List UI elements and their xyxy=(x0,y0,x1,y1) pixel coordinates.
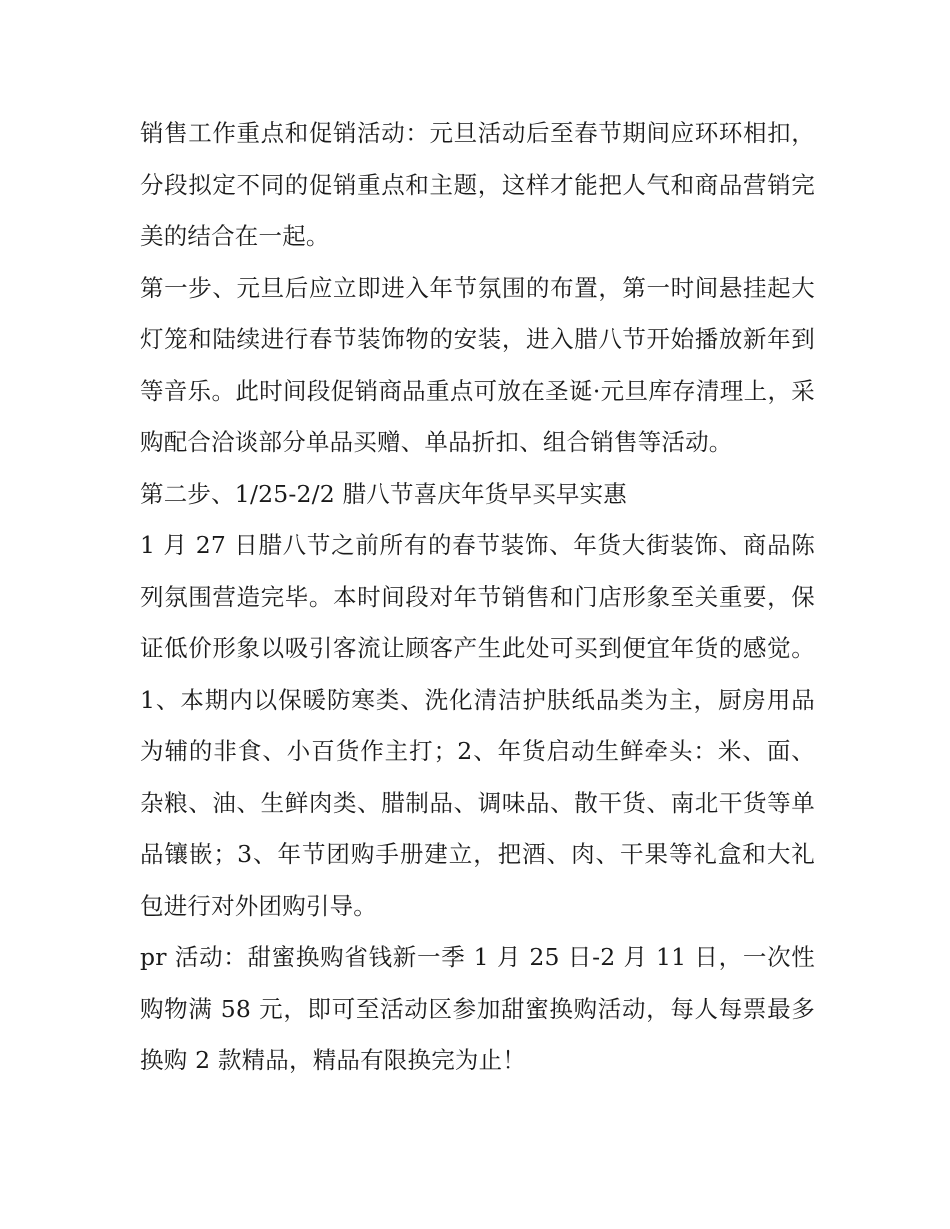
paragraph-pr-activity: pr 活动：甜蜜换购省钱新一季 1 月 25 日-2 月 11 日，一次性购物满 58 元，即可至活动区参加甜蜜换购活动，每人每票最多换购 2 款精品，精品有限换完为止！ xyxy=(140,943,815,1074)
paragraph-sales-focus: 销售工作重点和促销活动：元旦活动后至春节期间应环环相扣，分段拟定不同的促销重点和主题，这样才能把人气和商品营销完美的结合在一起。 xyxy=(140,119,815,250)
paragraph-step-one: 第一步、元旦后应立即进入年节氛围的布置，第一时间悬挂起大灯笼和陆续进行春节装饰物的安装，进入腊八节开始播放新年到等音乐。此时间段促销商品重点可放在圣诞·元旦库存清理上，采购配合洽谈部分单品买赠、单品折扣、组合销售等活动。 xyxy=(140,273,815,456)
document-body xyxy=(140,108,815,1087)
paragraph-step-two-details: 1 月 27 日腊八节之前所有的春节装饰、年货大街装饰、商品陈列氛围营造完毕。本时间段对年节销售和门店形象至关重要，保证低价形象以吸引客流让顾客产生此处可买到便宜年货的感觉。1、本期内以保暖防寒类、洗化清洁护肤纸品类为主，厨房用品为辅的非食、小百货作主打；2、年货启动生鲜牵头：米、面、杂粮、油、生鲜肉类、腊制品、调味品、散干货、南北干货等单品镶嵌；3、年节团购手册建立，把酒、肉、干果等礼盒和大礼包进行对外团购引导。 xyxy=(140,531,815,920)
paragraph-step-two-heading: 第二步、1/25-2/2 腊八节喜庆年货早买早实惠 xyxy=(140,479,628,508)
